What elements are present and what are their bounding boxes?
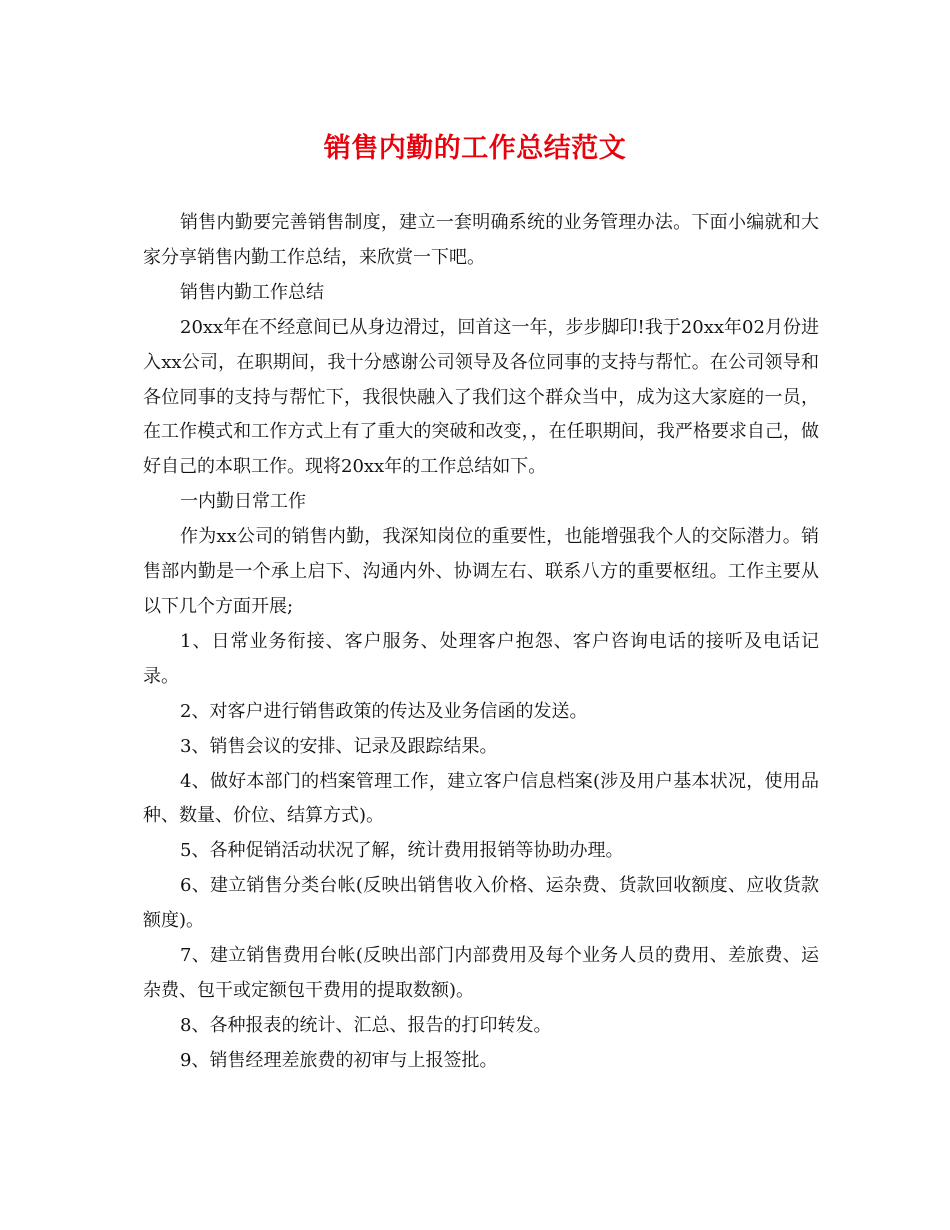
list-item: 8、各种报表的统计、汇总、报告的打印转发。: [180, 1014, 552, 1036]
list-item: 5、各种促销活动状况了解，统计费用报销等协助办理。: [180, 840, 624, 862]
section-heading-summary: 销售内勤工作总结: [180, 281, 324, 303]
document-title: 销售内勤的工作总结范文: [323, 133, 627, 164]
list-item: 9、销售经理差旅费的初审与上报签批。: [180, 1049, 498, 1071]
list-item: 7、建立销售费用台帐(反映出部门内部费用及每个业务人员的费用、差旅费、运杂费、包干或定额包干费用的提取数额)。: [143, 945, 819, 1001]
list-item: 4、做好本部门的档案管理工作，建立客户信息档案(涉及用户基本状况，使用品种、数量、价位、结算方式)。: [143, 770, 819, 827]
list-item: 1、日常业务衔接、客户服务、处理客户抱怨、客户咨询电话的接听及电话记录。: [143, 630, 819, 687]
intro-paragraph: 销售内勤要完善销售制度，建立一套明确系统的业务管理办法。下面小编就和大家分享销售内勤工作总结，来欣赏一下吧。: [143, 212, 819, 268]
document-body: [143, 206, 819, 1079]
list-item: 3、销售会议的安排、记录及跟踪结果。: [180, 735, 498, 757]
section-heading-daily-work: 一内勤日常工作: [180, 491, 306, 513]
list-item: 2、对客户进行销售政策的传达及业务信函的发送。: [180, 700, 588, 722]
summary-paragraph: 20xx年在不经意间已从身边滑过，回首这一年，步步脚印!我于20xx年02月份进入xx公司，在职期间，我十分感谢公司领导及各位同事的支持与帮忙。在公司领导和各位同事的支持与帮忙下，我很快融入了我们这个群众当中，成为这大家庭的一员，在工作模式和工作方式上有了重大的突破和改变，，在任职期间，我严格要求自己，做好自己的本职工作。现将20xx年的工作总结如下。: [143, 316, 819, 478]
role-paragraph: 作为xx公司的销售内勤，我深知岗位的重要性，也能增强我个人的交际潜力。销售部内勤是一个承上启下、沟通内外、协调左右、联系八方的重要枢纽。工作主要从以下几个方面开展;: [143, 526, 819, 617]
list-item: 6、建立销售分类台帐(反映出销售收入价格、运杂费、货款回收额度、应收货款额度)。: [143, 875, 819, 932]
